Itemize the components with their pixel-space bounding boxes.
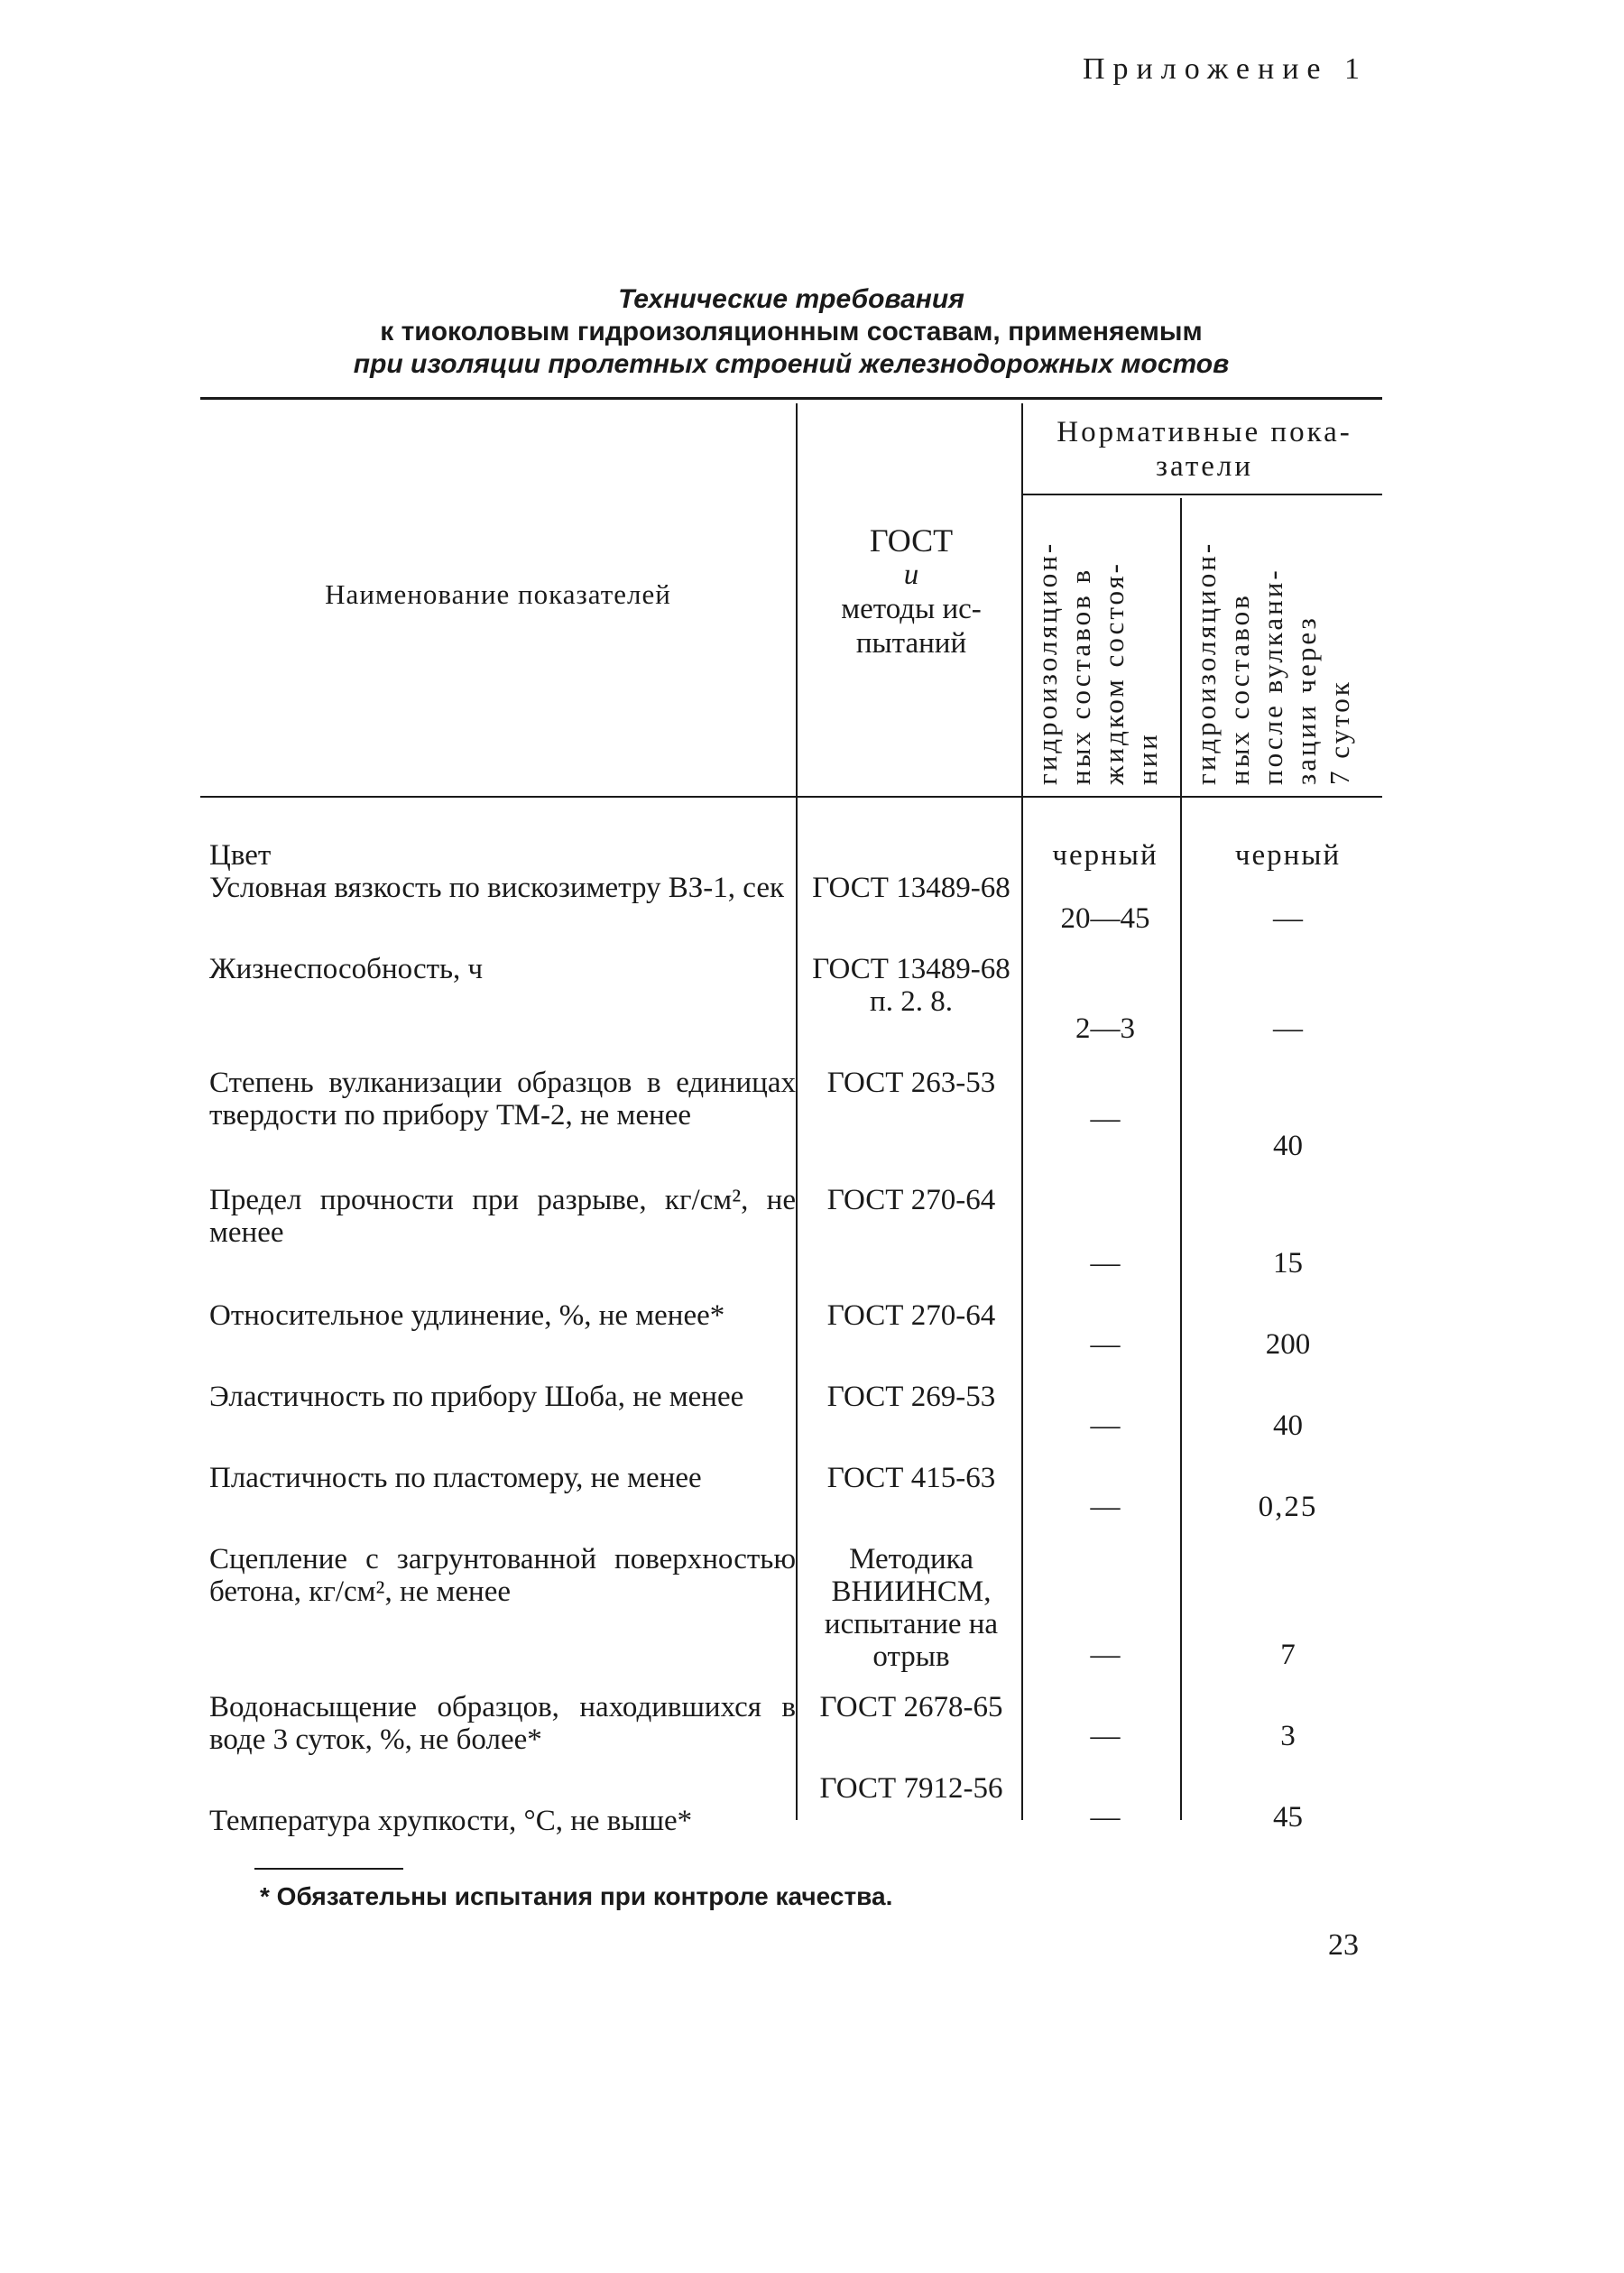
row-10-name: Водонасыщение образцов, находившихся в воде 3 суток, %, не более* [209,1691,796,1756]
col-divider-gost-norm [1021,403,1023,1820]
row-5-gost: ГОСТ 270-64 [826,1184,996,1216]
row-11-liquid: — [1090,1801,1121,1834]
row-8-vulcanized: 0,25 [1258,1491,1318,1523]
row-11-vulcanized: 45 [1273,1801,1303,1834]
header-norm-line-2: затели [1155,450,1254,483]
title-line-3: при изоляции пролетных строений железнодорожных мостов [353,349,1230,379]
header-norm-line-1: Нормативные пока- [1057,416,1352,448]
row-3-name: Жизнеспособность, ч [209,953,484,985]
row-8-name: Пластичность по пластомеру, не менее [209,1462,702,1494]
row-10-vulcanized: 3 [1280,1720,1296,1752]
title-line-2: к тиоколовым гидроизоляционным составам, применяемым [380,317,1203,346]
page-number: 23 [1328,1928,1359,1962]
row-10-gost: ГОСТ 2678-65 [819,1691,1003,1723]
row-1-vulcanized: черный [1234,839,1342,872]
header-liquid-line-1: гидроизоляцион- [1031,541,1063,785]
row-2-gost: ГОСТ 13489-68 [812,872,1010,904]
col-divider-name-gost [796,403,798,1820]
header-name: Наименование показателей [325,578,671,610]
row-6-liquid: — [1090,1328,1121,1361]
row-5-name: Предел прочности при разрыве, кг/см², не менее [209,1184,796,1249]
row-8-liquid: — [1090,1491,1121,1523]
row-6-vulcanized: 200 [1265,1328,1311,1361]
header-liquid-line-3: жидком состоя- [1098,561,1130,785]
row-8-gost: ГОСТ 415-63 [826,1462,996,1494]
row-4-vulcanized: 40 [1273,1130,1303,1162]
row-3-gost: ГОСТ 13489-68 п. 2. 8. [812,953,1010,1018]
row-3-liquid: 2—3 [1075,1012,1135,1045]
footnote-rule [254,1868,403,1870]
row-9-vulcanized: 7 [1280,1639,1296,1671]
header-norm [1027,415,1382,484]
header-liquid-line-4: нии [1131,732,1163,785]
header-vulcanized-line-3: после вулкани- [1257,568,1288,785]
row-7-gost: ГОСТ 269-53 [826,1381,996,1413]
header-vulcanized-line-4: зации через [1290,615,1322,785]
header-vulcanized [1189,505,1356,785]
header-liquid-line-2: ных составов в [1065,567,1096,785]
row-7-name: Эластичность по прибору Шоба, не менее [209,1381,744,1413]
header-gost-line-3: методы ис- [841,593,982,625]
table-title [200,283,1382,381]
header-liquid [1030,505,1164,785]
row-2-name: Условная вязкость по вискозиметру ВЗ-1, сек [209,872,785,904]
row-5-vulcanized: 15 [1273,1247,1303,1280]
row-6-gost: ГОСТ 270-64 [826,1299,996,1332]
header-gost [803,523,1020,661]
row-9-liquid: — [1090,1639,1121,1671]
row-2-liquid: 20—45 [1060,902,1150,935]
row-3-vulcanized: — [1273,1012,1303,1045]
header-vulcanized-line-2: ных составов [1223,593,1255,785]
col-divider-liquid-vulcanized [1180,498,1182,1820]
row-10-liquid: — [1090,1720,1121,1752]
row-1-name: Цвет [209,839,272,872]
row-5-liquid: — [1090,1247,1121,1280]
row-4-liquid: — [1090,1103,1121,1135]
header-vulcanized-line-1: гидроизоляцион- [1190,541,1222,785]
header-vulcanized-line-5: 7 суток [1324,679,1355,785]
norm-header-rule [1021,494,1382,495]
header-gost-line-2: и [903,559,919,591]
header-bottom-rule [200,796,1382,798]
row-4-name: Степень вулканизации образцов в единицах твердости по прибору ТМ-2, не менее [209,1067,796,1132]
title-line-1: Технические требования [618,284,964,314]
row-11-name: Температура хрупкости, °С, не выше* [209,1805,693,1837]
row-6-name: Относительное удлинение, %, не менее* [209,1299,725,1332]
appendix-label: Приложение 1 [1083,52,1368,86]
row-2-vulcanized: — [1273,902,1303,935]
header-gost-line-1: ГОСТ [869,522,954,559]
header-gost-line-4: пытаний [855,627,967,660]
row-1-liquid: черный [1052,839,1158,872]
row-9-gost: Методика ВНИИНСМ, испытание на отрыв [824,1543,999,1673]
row-11-gost: ГОСТ 7912-56 [819,1772,1003,1805]
row-4-gost: ГОСТ 263-53 [826,1067,996,1099]
row-7-liquid: — [1090,1409,1121,1442]
table-top-rule [200,397,1382,400]
row-7-vulcanized: 40 [1273,1409,1303,1442]
footnote: * Обязательны испытания при контроле качества. [260,1882,893,1910]
row-9-name: Сцепление с загрунтованной поверхностью бетона, кг/см², не менее [209,1543,796,1608]
